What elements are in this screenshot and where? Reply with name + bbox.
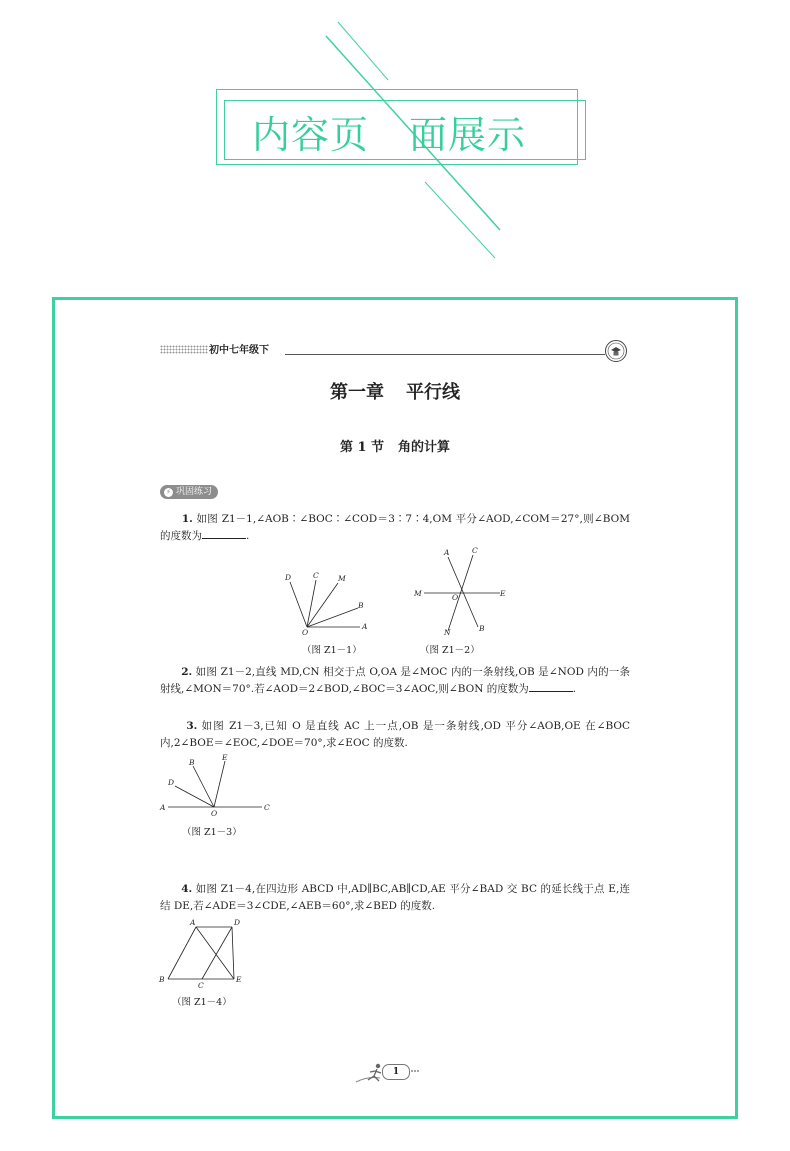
problem-2-text: 如图 Z1－2,直线 MD,CN 相交于点 O,OA 是∠MOC 内的一条射线,OB 是∠NOD 内的一条射线,∠MON＝70°.若∠AOD＝2∠BOD,∠BOC＝3∠AOC,则∠BON 的度数为 (160, 666, 630, 695)
bolt-icon: ⚡ (164, 488, 173, 497)
answer-blank (529, 681, 573, 692)
section-number: 第 1 节 (339, 440, 385, 455)
fig1-label-A: A (362, 622, 368, 631)
running-header-rule (285, 354, 605, 355)
problem-3 (160, 718, 630, 752)
banner-title-right: 面展示 (409, 113, 527, 157)
page-preview-card (52, 297, 738, 1119)
fig2-label-C: C (472, 546, 478, 555)
chapter-name: 平行线 (406, 382, 460, 403)
fig1-label-C: C (313, 571, 319, 580)
fig2-label-O: O (452, 593, 459, 602)
running-header-dots (160, 345, 208, 354)
problem-1 (160, 511, 630, 545)
section-title (0, 436, 790, 455)
publisher-logo-icon (604, 339, 628, 363)
fig2-label-B: B (479, 624, 485, 633)
problem-3-number: 3. (186, 720, 198, 732)
problem-3-text: 如图 Z1－3,已知 O 是直线 AC 上一点,OB 是一条射线,OD 平分∠AOB,OE 在∠BOC 内,2∠BOE＝∠EOC,∠DOE＝70°,求∠EOC 的度数. (160, 720, 631, 749)
fig2-label-N: N (444, 628, 451, 637)
fig4-label-D: D (234, 918, 241, 927)
fig3-label-O: O (211, 809, 218, 818)
fig2-label-A: A (444, 548, 450, 557)
fig4-label-E: E (236, 975, 242, 984)
fig2-label-M: M (414, 589, 422, 598)
figure-z1-1-caption: （图 Z1－1） (302, 645, 362, 656)
figure-z1-3-caption: （图 Z1－3） (182, 827, 242, 838)
fig4-label-A: A (190, 918, 196, 927)
fig3-label-A: A (160, 803, 166, 812)
figure-z1-3 (158, 754, 278, 820)
fig3-label-E: E (222, 754, 228, 762)
problem-1-number: 1. (181, 513, 193, 525)
fig3-label-C: C (264, 803, 270, 812)
fig1-label-O: O (302, 628, 309, 637)
fig4-label-C: C (198, 981, 204, 990)
fig4-label-B: B (159, 975, 165, 984)
problem-4-text: 如图 Z1－4,在四边形 ABCD 中,AD∥BC,AB∥CD,AE 平分∠BAD 交 BC 的延长线于点 E,连结 DE,若∠ADE＝3∠CDE,∠AEB＝60°,求∠BED 的度数. (160, 883, 630, 912)
fig1-label-D: D (285, 573, 292, 582)
problem-2-number: 2. (181, 666, 193, 678)
banner-title-left: 内容页 (252, 113, 370, 157)
problem-1-text: 如图 Z1－1,∠AOB∶∠BOC∶∠COD＝3∶7∶4,OM 平分∠AOD,∠COM＝27°,则∠BOM 的度数为 (160, 513, 630, 542)
figure-z1-2-caption: （图 Z1－2） (420, 645, 480, 656)
fig3-label-B: B (189, 758, 195, 767)
fig2-label-E: E (500, 589, 506, 598)
problem-1-text-end: . (246, 530, 250, 542)
figure-z1-2 (410, 545, 515, 637)
fig3-label-D: D (168, 778, 175, 787)
page-number: 1 (382, 1064, 410, 1080)
problem-2 (160, 664, 630, 698)
section-name: 角的计算 (398, 440, 451, 455)
running-header-title: 初中七年级下 (209, 345, 269, 356)
problem-4 (160, 881, 630, 915)
answer-blank (202, 528, 246, 539)
fig1-label-M: M (338, 574, 346, 583)
banner-title (252, 104, 572, 160)
figure-z1-4-caption: （图 Z1－4） (172, 997, 232, 1008)
figure-z1-1 (280, 570, 380, 642)
chapter-title (0, 378, 790, 404)
practice-badge (160, 485, 218, 499)
fig1-label-B: B (358, 601, 364, 610)
problem-2-text-end: . (572, 683, 577, 695)
chapter-number: 第一章 (330, 382, 384, 403)
practice-badge-label: 巩固练习 (176, 487, 213, 497)
problem-4-number: 4. (181, 883, 193, 895)
figure-z1-4 (156, 915, 256, 991)
